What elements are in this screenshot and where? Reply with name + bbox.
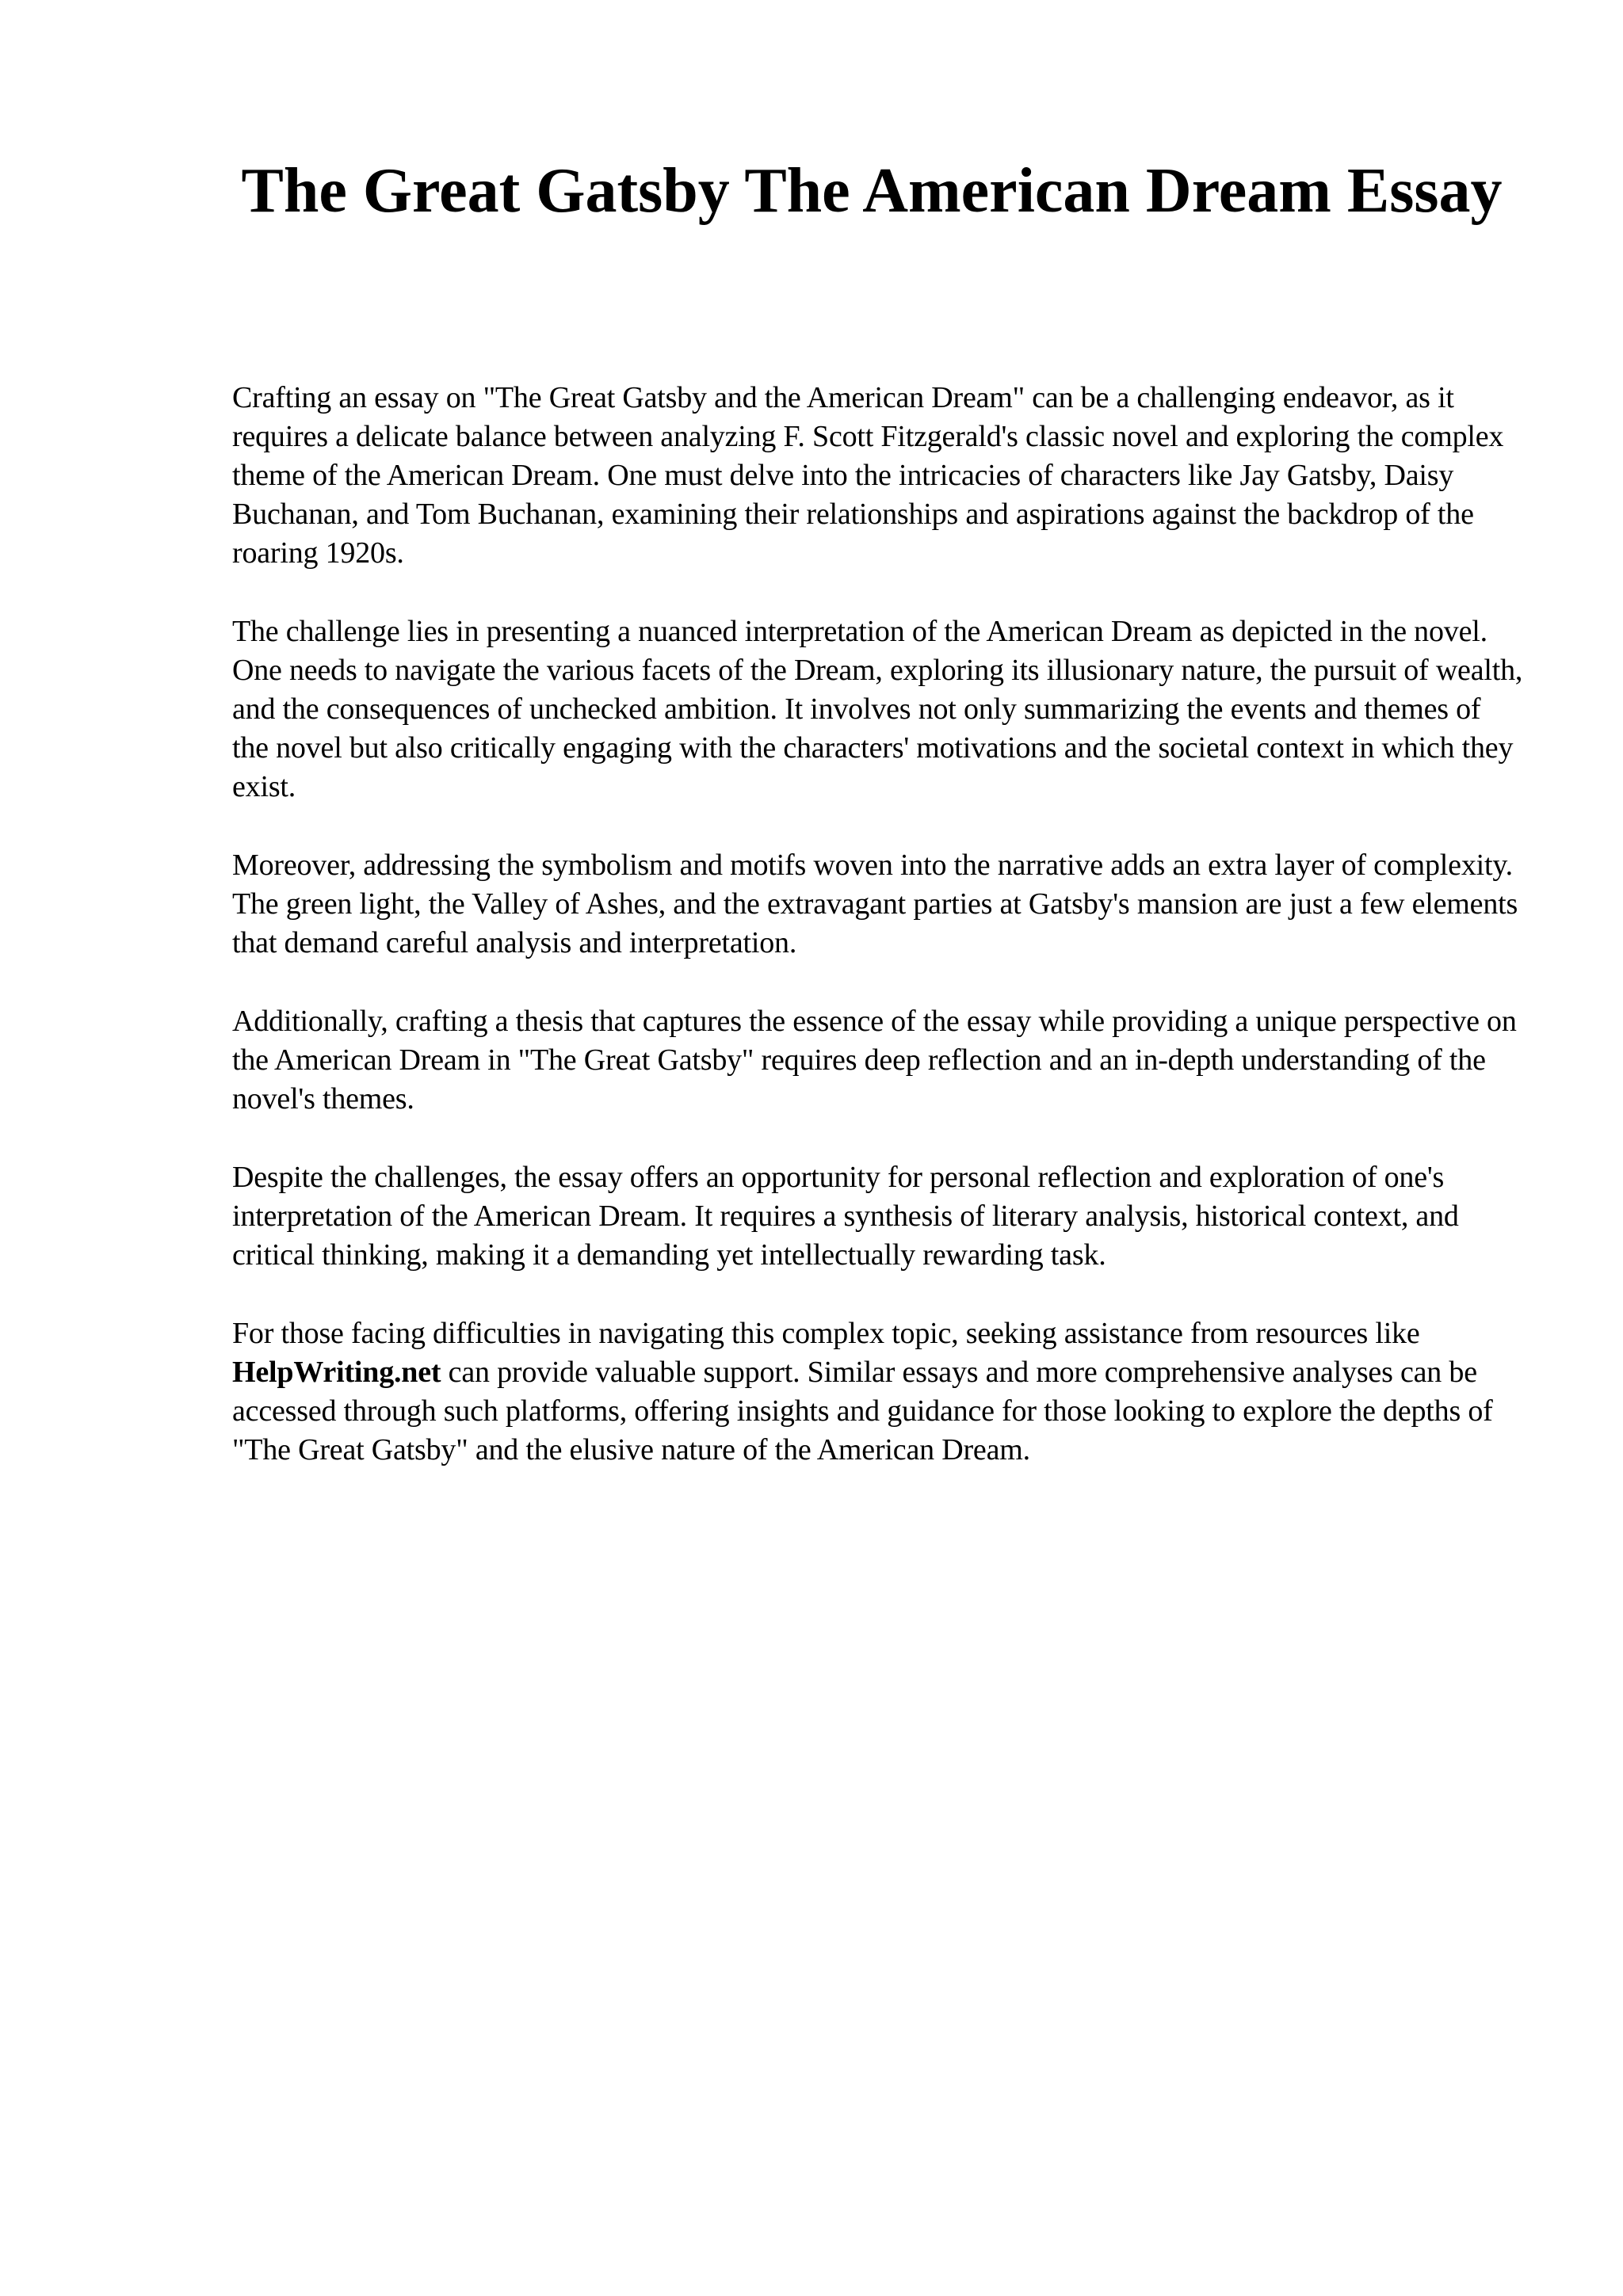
paragraph-6-after-link: can provide valuable support. Similar essays and more comprehensive analyses can be accessed through such platforms, offering insights and guidance for those looking to explore the depths of "The Great Gatsby" and the elusive nature of the American Dream. xyxy=(232,1356,1493,1466)
paragraph-1: Crafting an essay on "The Great Gatsby and the American Dream" can be a challenging endeavor, as it requires a delicate balance between analyzing F. Scott Fitzgerald's classic novel and exploring the complex theme of the American Dream. One must delve into the intricacies of characters like Jay Gatsby, Daisy Buchanan, and Tom Buchanan, examining their relationships and aspirations against the backdrop of the roaring 1920s. xyxy=(232,381,1504,570)
paragraph-5: Despite the challenges, the essay offers an opportunity for personal reflection and exploration of one's interpretation of the American Dream. It requires a synthesis of literary analysis, historical context, and critical thinking, making it a demanding yet intellectually rewarding task. xyxy=(232,1161,1459,1272)
paragraph-6-before-link: For those facing difficulties in navigating this complex topic, seeking assistance from resources like xyxy=(232,1317,1420,1350)
paragraph-6 xyxy=(232,1314,1524,1470)
paragraph-2: The challenge lies in presenting a nuanced interpretation of the American Dream as depicted in the novel. One needs to navigate the various facets of the Dream, exploring its illusionary nature, the pursuit of wealth, and the consequences of unchecked ambition. It involves not only summarizing the events and themes of the novel but also critically engaging with the characters' motivations and the societal context in which they exist. xyxy=(232,615,1523,803)
paragraph-3: Moreover, addressing the symbolism and motifs woven into the narrative adds an extra layer of complexity. The green light, the Valley of Ashes, and the extravagant parties at Gatsby's mansion are just a few elements that demand careful analysis and interpretation. xyxy=(232,849,1518,959)
helpwriting-link[interactable]: HelpWriting.net xyxy=(232,1356,441,1389)
document-title: The Great Gatsby The American Dream Essay xyxy=(241,156,1503,226)
document-body xyxy=(232,379,1524,1509)
paragraph-4: Additionally, crafting a thesis that captures the essence of the essay while providing a unique perspective on the American Dream in "The Great Gatsby" requires deep reflection and an in-depth understanding of the novel's themes. xyxy=(232,1005,1517,1116)
